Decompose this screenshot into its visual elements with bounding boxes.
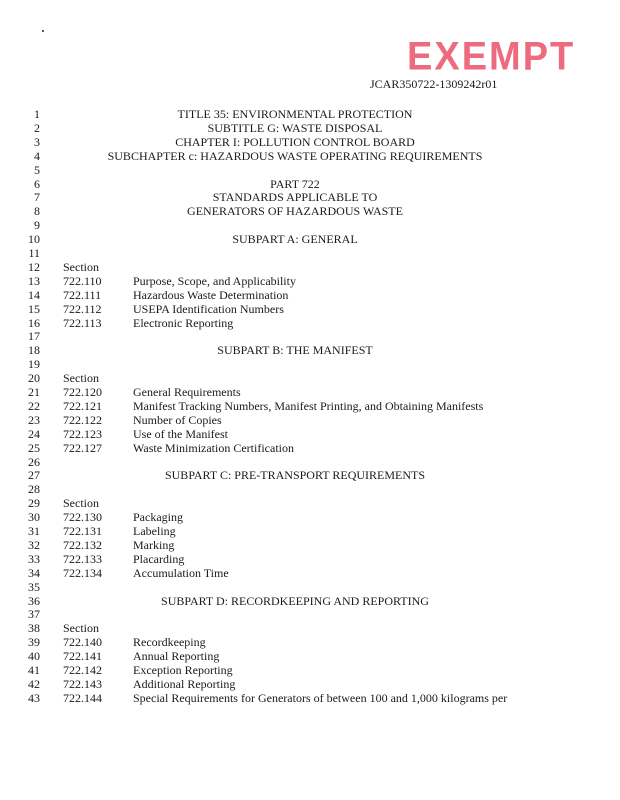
document-line <box>0 149 620 163</box>
document-line <box>0 691 620 705</box>
section-number: Section <box>63 259 99 274</box>
document-line <box>0 607 620 621</box>
line-number: 11 <box>28 246 40 260</box>
line-number: 41 <box>28 663 40 677</box>
line-number: 15 <box>28 301 40 316</box>
document-line <box>0 274 620 288</box>
document-line <box>0 288 620 302</box>
section-number: 722.120 <box>63 385 102 399</box>
section-title: Number of Copies <box>133 412 222 427</box>
line-number: 21 <box>28 385 40 399</box>
line-number: 14 <box>28 287 40 302</box>
section-title: Waste Minimization Certification <box>133 440 294 455</box>
document-line <box>0 663 620 677</box>
document-line <box>0 621 620 635</box>
exempt-stamp: EXEMPT <box>407 34 576 80</box>
line-number: 7 <box>34 190 40 205</box>
section-number: 722.140 <box>63 635 102 650</box>
line-number: 13 <box>28 273 40 288</box>
document-line <box>0 552 620 566</box>
line-number: 34 <box>28 565 40 580</box>
document-line <box>0 232 620 246</box>
section-title: Hazardous Waste Determination <box>133 287 289 302</box>
section-number: Section <box>63 621 99 636</box>
document-line <box>0 468 620 482</box>
document-line <box>0 510 620 524</box>
section-title: USEPA Identification Numbers <box>133 301 284 316</box>
line-number: 1 <box>34 107 40 121</box>
section-number: 722.127 <box>63 440 102 455</box>
section-number: 722.134 <box>63 565 102 580</box>
document-line <box>0 260 620 274</box>
line-number: 10 <box>28 232 40 247</box>
section-title: Additional Reporting <box>133 676 236 691</box>
line-number: 42 <box>28 676 40 691</box>
document-line <box>0 482 620 496</box>
heading-text: SUBPART B: THE MANIFEST <box>217 343 373 358</box>
line-number: 24 <box>28 426 40 441</box>
section-title: Marking <box>133 537 175 552</box>
line-number: 9 <box>34 218 40 233</box>
line-number: 20 <box>28 371 40 386</box>
scan-speck <box>42 30 44 32</box>
document-line <box>0 246 620 260</box>
document-line <box>0 218 620 232</box>
document-line <box>0 121 620 135</box>
heading-text: TITLE 35: ENVIRONMENTAL PROTECTION <box>177 107 413 121</box>
section-number: 722.110 <box>63 273 102 288</box>
line-number: 6 <box>34 176 40 191</box>
section-number: 722.122 <box>63 412 102 427</box>
line-number: 40 <box>28 649 40 664</box>
section-number: 722.123 <box>63 426 102 441</box>
heading-text: SUBPART C: PRE-TRANSPORT REQUIREMENTS <box>164 468 426 483</box>
section-title: Packaging <box>133 510 183 525</box>
line-number: 33 <box>28 551 40 566</box>
document-line <box>0 455 620 469</box>
document-line <box>0 441 620 455</box>
heading-text: SUBPART D: RECORDKEEPING AND REPORTING <box>161 593 429 608</box>
heading-text: GENERATORS OF HAZARDOUS WASTE <box>187 204 403 219</box>
document-line <box>0 190 620 204</box>
section-title: Manifest Tracking Numbers, Manifest Printing, and Obtaining Manifests <box>133 398 484 413</box>
line-number: 12 <box>28 259 40 274</box>
section-title: Special Requirements for Generators of between 100 and 1,000 kilograms per <box>133 690 508 705</box>
section-number: 722.144 <box>63 690 102 705</box>
section-number: 722.111 <box>63 287 102 302</box>
section-title: Recordkeeping <box>133 635 206 650</box>
section-number: 722.141 <box>63 649 102 664</box>
section-number: Section <box>63 496 99 511</box>
line-number: 16 <box>28 315 40 330</box>
section-number: 722.131 <box>63 524 102 538</box>
document-line <box>0 635 620 649</box>
section-title: Placarding <box>133 551 185 566</box>
document-line <box>0 177 620 191</box>
document-line <box>0 163 620 177</box>
line-number: 37 <box>28 607 40 622</box>
line-number: 36 <box>28 593 40 608</box>
line-number: 35 <box>28 579 40 594</box>
section-number: 722.133 <box>63 551 102 566</box>
line-number: 26 <box>28 454 40 469</box>
line-number: 32 <box>28 537 40 552</box>
document-line <box>0 399 620 413</box>
heading-text: CHAPTER I: POLLUTION CONTROL BOARD <box>175 134 415 149</box>
document-line <box>0 343 620 357</box>
section-number: 722.112 <box>63 301 102 316</box>
document-line <box>0 677 620 691</box>
section-number: 722.142 <box>63 663 102 677</box>
section-title: Use of the Manifest <box>133 426 228 441</box>
line-number: 5 <box>34 162 40 177</box>
line-number: 31 <box>28 524 40 538</box>
section-title: General Requirements <box>133 385 241 399</box>
line-number: 25 <box>28 440 40 455</box>
document-line <box>0 538 620 552</box>
line-number: 3 <box>34 134 40 149</box>
section-number: Section <box>63 371 99 386</box>
line-number: 29 <box>28 496 40 511</box>
section-title: Annual Reporting <box>133 649 220 664</box>
document-line <box>0 427 620 441</box>
document-line <box>0 204 620 218</box>
line-number: 23 <box>28 412 40 427</box>
heading-text: PART 722 <box>270 176 320 191</box>
line-number: 43 <box>28 690 40 705</box>
section-number: 722.113 <box>63 315 102 330</box>
document-line <box>0 316 620 330</box>
line-number: 8 <box>34 204 40 219</box>
line-number: 2 <box>34 120 40 135</box>
document-line <box>0 357 620 371</box>
line-number: 30 <box>28 510 40 525</box>
section-number: 722.130 <box>63 510 102 525</box>
document-line <box>0 524 620 538</box>
line-number: 38 <box>28 621 40 636</box>
line-number: 18 <box>28 343 40 358</box>
document-line <box>0 329 620 343</box>
heading-text: STANDARDS APPLICABLE TO <box>212 190 378 205</box>
document-line <box>0 135 620 149</box>
heading-text: SUBPART A: GENERAL <box>232 232 358 247</box>
document-line <box>0 580 620 594</box>
section-title: Purpose, Scope, and Applicability <box>133 273 296 288</box>
line-number: 28 <box>28 482 40 497</box>
document-line <box>0 496 620 510</box>
document-line <box>0 413 620 427</box>
section-number: 722.143 <box>63 676 102 691</box>
heading-text: SUBTITLE G: WASTE DISPOSAL <box>207 120 383 135</box>
section-title: Labeling <box>133 524 176 538</box>
document-line <box>0 649 620 663</box>
section-title: Accumulation Time <box>133 565 229 580</box>
section-number: 722.121 <box>63 398 102 413</box>
line-number: 39 <box>28 635 40 650</box>
heading-text: SUBCHAPTER c: HAZARDOUS WASTE OPERATING REQUIREMENTS <box>107 148 483 163</box>
section-number: 722.132 <box>63 537 102 552</box>
document-line <box>0 594 620 608</box>
line-number: 19 <box>28 357 40 372</box>
line-number: 22 <box>28 398 40 413</box>
line-number: 27 <box>28 468 40 483</box>
document-line <box>0 566 620 580</box>
document-line <box>0 107 620 121</box>
document-line <box>0 302 620 316</box>
section-title: Electronic Reporting <box>133 315 234 330</box>
document-line <box>0 371 620 385</box>
line-number: 4 <box>34 148 40 163</box>
line-number: 17 <box>28 329 40 344</box>
document-id: JCAR350722-1309242r01 <box>370 77 498 91</box>
document-line <box>0 385 620 399</box>
section-title: Exception Reporting <box>133 663 233 677</box>
